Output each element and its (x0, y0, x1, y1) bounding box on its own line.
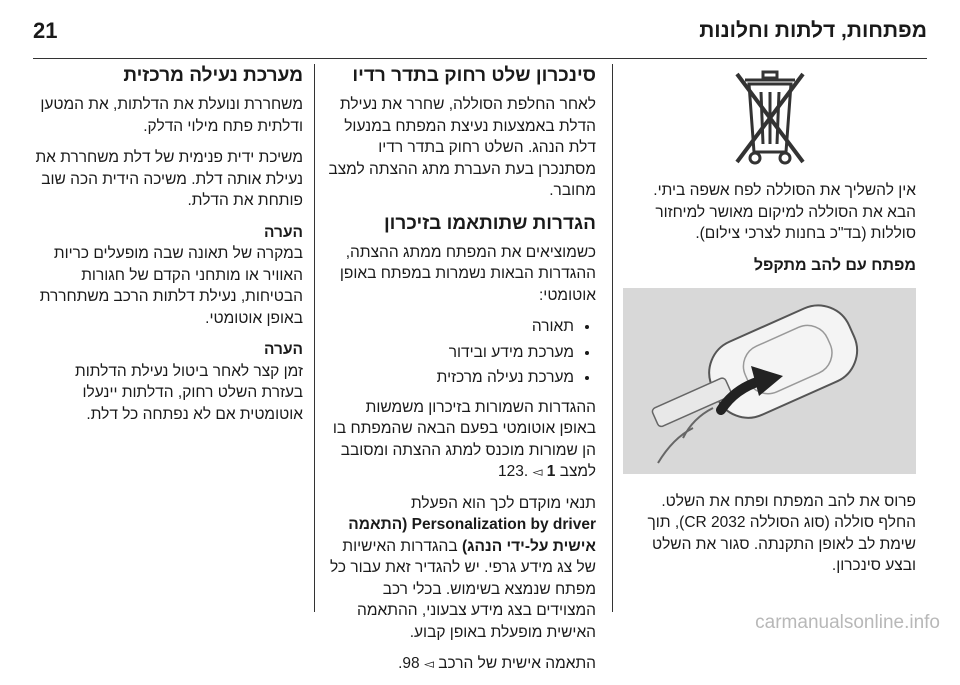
settings-intro: כשמוציאים את המפתח ממתג ההצתה, ההגדרות הבאות נשמרות במפתח באופן אוטומטי: (339, 243, 596, 304)
page-number: 21 (33, 18, 58, 43)
key-battery-text: פרוס את להב המפתח ופתח את השלט. החלף סוללה (סוג הסוללה CR 2032), תוך שימת לב לאופן התקנתה. סגור את השלט ובצע סינכרון. (647, 492, 916, 574)
personalization-reference: התאמה אישית של הרכב ◅ 98. (398, 655, 596, 672)
disposal-text: אין להשליך את הסוללה לפח אשפה ביתי. הבא את הסוללה למיקום מאושר למיחזור סוללות (בד"כ בחנות לצרכי צילום). (653, 182, 916, 242)
settings-usage-ref: 1 (546, 463, 556, 480)
folding-key-heading: מפתח עם להב מתקפל (753, 256, 916, 274)
settings-list (326, 316, 596, 389)
reference-text: התאמה אישית של הרכב (438, 655, 596, 672)
settings-usage (326, 397, 596, 483)
left-column (33, 64, 303, 435)
list-item: • תאורה (326, 316, 574, 338)
note-title: הערה (264, 341, 303, 358)
central-locking-intro: משחררת ונועלת את הדלתות, את המטען ודלתית פתח מילוי הדלק. (40, 96, 303, 135)
column-divider (612, 64, 613, 612)
crossed-bin-icon (727, 66, 813, 170)
settings-usage-text: ההגדרות השמורות בזיכרון משמשות באופן אוטומטי בפעם הבאה שהמפתח בו הן שמורות מוכנס למתג ההצתה ומסובב למצב (332, 398, 596, 480)
personalization-setting: Personalization by driver (התאמה אישית על-ידי הנהג) (348, 516, 596, 555)
reference-arrow-icon: ◅ (532, 464, 543, 479)
right-column (623, 64, 916, 587)
middle-column (326, 64, 596, 685)
sync-heading: סינכרון שלט רחוק בתדר רדיו (352, 65, 596, 86)
page-header (33, 18, 927, 59)
settings-heading: הגדרות שתותאמו בזיכרון (383, 212, 596, 234)
settings-usage-page: .123 (497, 463, 529, 480)
door-handle-text: משיכת ידית פנימית של דלת משחררת את נעילת אותה דלת. משיכה הידית הכה שוב פותחת את הדלת. (35, 149, 303, 209)
reference-page: 98 (402, 655, 420, 672)
note-text: זמן קצר לאחר ביטול נעילת הדלתות בעזרת השלט רחוק, הדלתות יינעלו אוטומטית אם לא נפתחה כל דלת. (75, 362, 303, 423)
note-title: הערה (264, 223, 303, 241)
column-divider (314, 64, 315, 612)
list-item: • מערכת נעילה מרכזית (326, 367, 574, 389)
list-item: • מערכת מידע ובידור (326, 342, 574, 364)
central-locking-heading: מערכת נעילה מרכזית (123, 65, 303, 86)
condition-line: תנאי מוקדם לכך הוא הפעלת (411, 494, 596, 512)
watermark: carmanualsonline.info (755, 612, 940, 633)
note-text: במקרה של תאונה שבה מופעלים כריות האוויר או מותחני הקדם של חגורות הבטיחות, נעילת דלתות הרכב משתחררת באופן אוטומטי. (39, 245, 303, 327)
reference-arrow-icon: ◅ (423, 656, 434, 671)
chapter-title: מפתחות, דלתות וחלונות (699, 19, 927, 42)
sync-text: לאחר החלפת הסוללה, שחרר את נעילת הדלת באמצעות נעיצת המפתח במנעול דלת הנהג. השלט רחוק בתדר רדיו מסתנכרן בעת העברת מתג ההצתה למצב מחובר. (328, 96, 596, 199)
personalization-text (326, 493, 596, 644)
key-illustration (623, 288, 916, 474)
personalization-tail: בהגדרות האישיות של צג מידע גרפי. יש להגדיר זאת עבור כל מפתח שנמצא בשימוש. בכלי רכב המצוידים בצג מידע צבעוני, ההתאמה האישית מופעלת באופן קבוע. (329, 537, 596, 641)
